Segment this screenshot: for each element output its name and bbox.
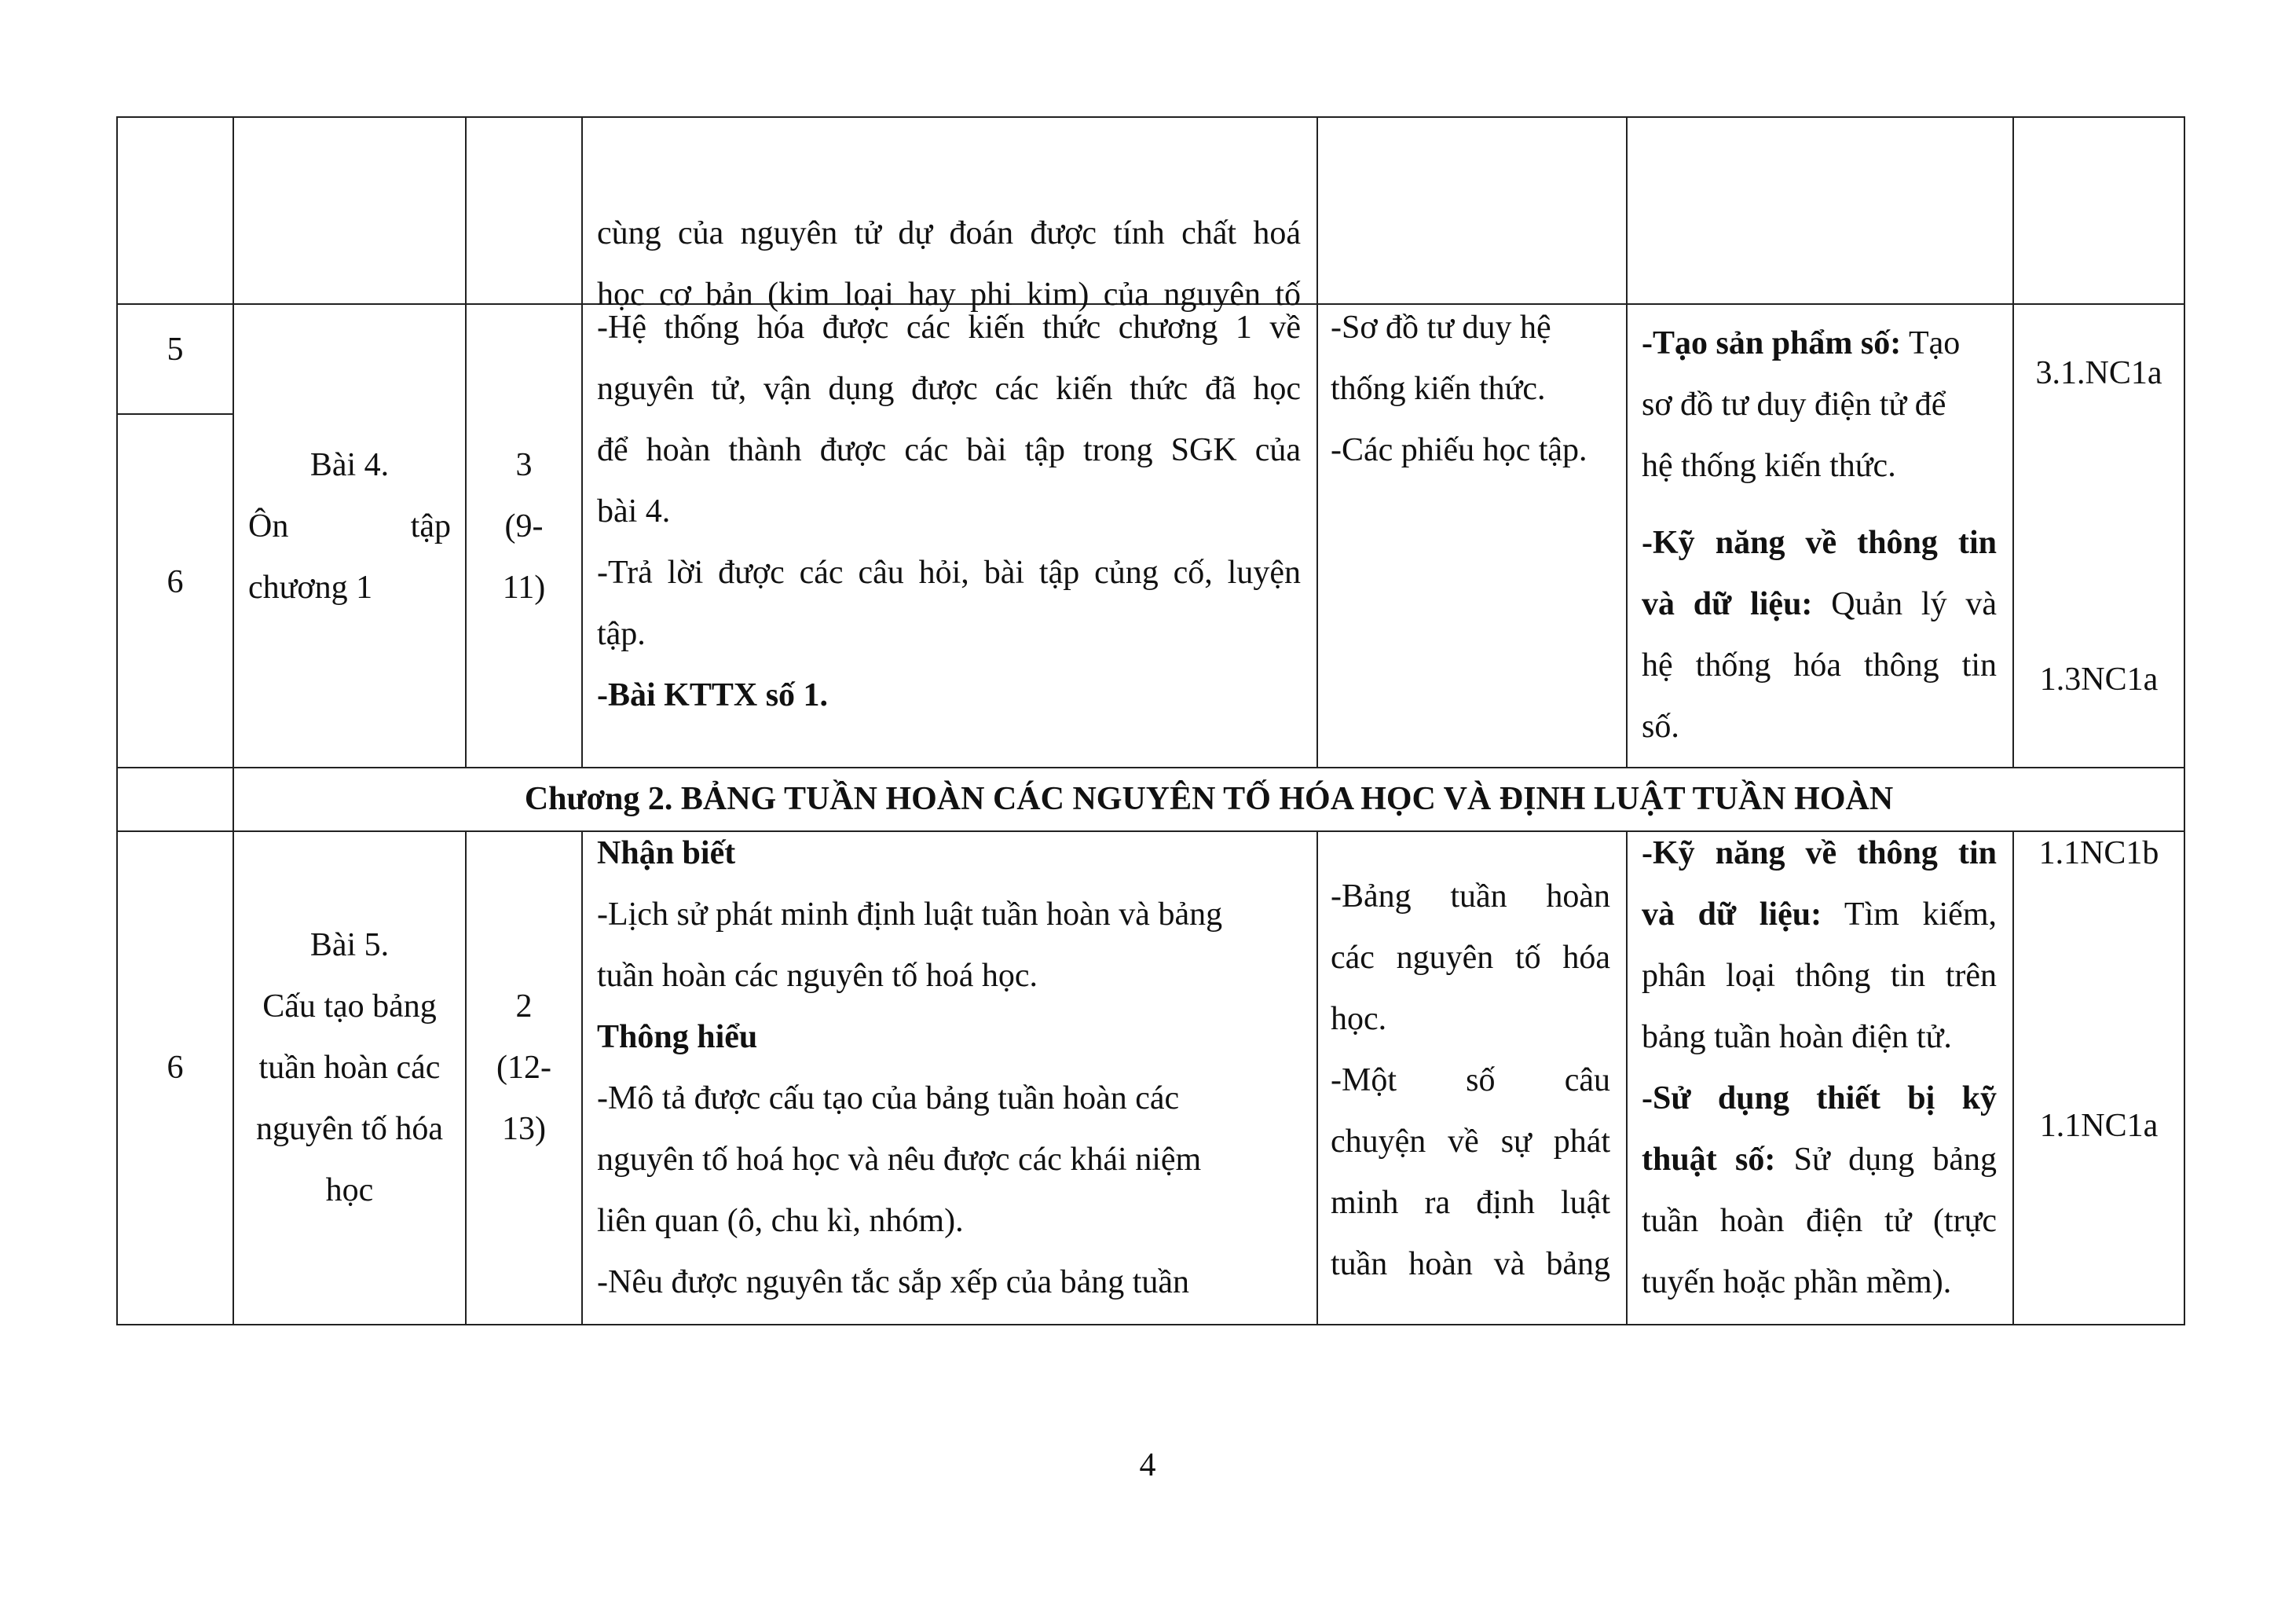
competency-code: 1.3NC1a [2039,662,2159,698]
lesson-name: học [325,1172,374,1208]
skill-line: bảng tuần hoàn điện tử. [1642,1019,1952,1055]
skill-heading: và dữ liệu: [1642,586,1813,622]
skill-text: Tạo [1909,325,1961,361]
week-cell: 6 [167,564,184,600]
content-line: nguyên tố hoá học và nêu được các khái niệm [597,1142,1202,1178]
lesson-name: chương 1 [248,570,373,606]
material-line: minh ra định luật [1331,1185,1610,1221]
skill-text: Quản lý và [1831,586,1997,622]
skill-line: hệ thống kiến thức. [1642,448,1896,484]
week-divider [116,413,233,415]
skill-line: sơ đồ tư duy điện tử để [1642,387,1946,423]
material-line: -Các phiếu học tập. [1331,432,1587,468]
column-divider [581,116,583,768]
skill-line: tuyến hoặc phần mềm). [1642,1264,1952,1300]
content-line: để hoàn thành được các bài tập trong SGK của [597,432,1301,468]
content-line: tập. [597,616,646,652]
skill-text: Tìm kiếm, [1844,896,1997,933]
week-cell: 5 [167,332,184,368]
material-line: chuyện về sự phát [1331,1124,1610,1160]
periods-range: 11) [502,570,546,606]
material-line: các nguyên tố hóa [1331,940,1610,976]
assessment-label: -Bài KTTX số 1. [597,677,829,713]
table-border-left [116,116,118,1325]
lesson-name: nguyên tố hóa [256,1111,443,1147]
content-line: liên quan (ô, chu kì, nhóm). [597,1203,964,1239]
column-divider [1316,116,1318,768]
material-line: -Một số câu [1331,1062,1610,1098]
periods-range: (12- [496,1050,551,1086]
material-line: -Sơ đồ tư duy hệ [1331,310,1551,346]
content-line: -Mô tả được cấu tạo của bảng tuần hoàn các [597,1080,1180,1116]
column-divider [1316,830,1318,1325]
periods-range: (9- [504,508,544,544]
skill-heading: và dữ liệu: [1642,896,1822,933]
competency-code: 1.1NC1a [2039,1108,2159,1144]
column-divider [2012,830,2014,1325]
content-heading: Thông hiểu [597,1019,758,1055]
chapter-heading: Chương 2. BẢNG TUẦN HOÀN CÁC NGUYÊN TỐ HÓA HỌC VÀ ĐỊNH LUẬT TUẦN HOÀN [524,781,1894,817]
skill-heading: -Kỹ năng về thông tin [1642,525,1997,561]
table-border-top [116,116,2185,118]
column-divider [1626,830,1628,1325]
lesson-name: Cấu tạo bảng [262,988,437,1025]
skill-line: tuần hoàn điện tử (trực [1642,1203,1997,1239]
lesson-title: Bài 5. [309,927,390,963]
column-divider [1626,116,1628,768]
page-number: 4 [1139,1447,1156,1483]
column-divider [581,830,583,1325]
week-cell: 6 [167,1050,184,1086]
competency-code: 3.1.NC1a [2035,355,2162,391]
content-line: nguyên tử, vận dụng được các kiến thức đã học [597,371,1301,407]
skill-heading: -Sử dụng thiết bị kỹ [1642,1080,1997,1116]
content-heading: Nhận biết [597,835,736,871]
periods-range: 13) [502,1111,546,1147]
periods-count: 2 [515,988,533,1025]
skill-line: hệ thống hóa thông tin [1642,647,1997,684]
skill-heading: -Kỹ năng về thông tin [1642,835,1997,871]
material-line: thống kiến thức. [1331,371,1546,407]
table-border-right [2184,116,2185,1325]
lesson-name: tuần hoàn các [258,1050,441,1086]
material-line: tuần hoàn và bảng [1331,1246,1610,1282]
content-line: -Nêu được nguyên tắc sắp xếp của bảng tuần [597,1264,1190,1300]
skill-line: số. [1642,709,1679,745]
material-line: học. [1331,1001,1387,1037]
skill-line [1642,313,1960,374]
content-line: -Lịch sử phát minh định luật tuần hoàn và bảng [597,896,1223,933]
skill-text: Sử dụng bảng [1793,1142,1998,1178]
content-line: học cơ bản (kim loại hay phi kim) của nguyên tố [597,277,1301,313]
skill-line: phân loại thông tin trên [1642,958,1997,994]
content-line: -Hệ thống hóa được các kiến thức chương 1 về [597,310,1301,346]
competency-code: 1.1NC1b [2038,835,2159,871]
content-line: cùng của nguyên tử dự đoán được tính chất hoá [597,215,1301,251]
content-cell [597,297,1301,737]
table-border-bottom [116,1324,2185,1325]
material-line: -Bảng tuần hoàn [1331,878,1610,915]
skill-line [1642,574,1997,635]
skill-line [1642,1129,1997,1190]
content-line: -Trả lời được các câu hỏi, bài tập củng cố, luyện [597,555,1301,591]
skill-heading: -Tạo sản phẩm số: [1642,325,1902,361]
periods-count: 3 [515,447,533,483]
lesson-title: Bài 4. [309,447,390,483]
lesson-name: Ôn tập [248,508,451,544]
skill-line [1642,884,1997,945]
skill-heading: thuật số: [1642,1142,1776,1178]
continuation-content-cell [597,203,1301,313]
content-line: tuần hoàn các nguyên tố hoá học. [597,958,1038,994]
content-line: bài 4. [597,493,671,530]
